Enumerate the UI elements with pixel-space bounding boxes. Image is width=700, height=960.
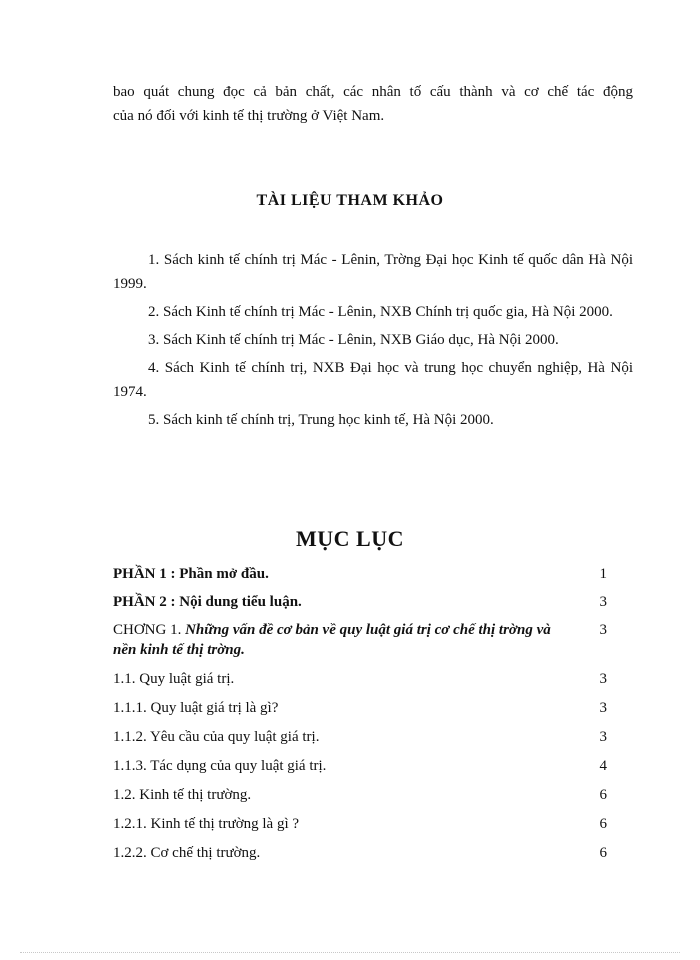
- page-bottom-rule: [20, 952, 680, 953]
- toc-entry-label: 1.1.3. Tác dụng của quy luật giá trị.: [113, 758, 327, 774]
- toc-entry-label: 1.1.1. Quy luật giá trị là gì?: [113, 700, 279, 716]
- table-of-contents: [113, 562, 607, 861]
- toc-row: [113, 814, 607, 834]
- references-list: [113, 248, 633, 436]
- toc-row: [113, 698, 607, 718]
- toc-page-number: 6: [599, 787, 607, 803]
- toc-row: [113, 669, 607, 689]
- intro-line-1: bao quát chung đọc cả bản chất, các nhân tố cấu thành và cơ chế tác động: [113, 84, 633, 100]
- toc-entry-label: 1.1.2. Yêu cầu của quy luật giá trị.: [113, 729, 320, 745]
- intro-paragraph: [113, 80, 633, 128]
- reference-item: 1. Sách kinh tế chính trị Mác - Lênin, Trờng Đại học Kinh tế quốc dân Hà Nội 1999.: [113, 252, 633, 292]
- toc-part-title: : Nội dung tiểu luận.: [166, 594, 302, 610]
- reference-item: 2. Sách Kinh tế chính trị Mác - Lênin, NXB Chính trị quốc gia, Hà Nội 2000.: [148, 304, 613, 320]
- toc-row: [113, 756, 607, 776]
- toc-row: [113, 785, 607, 805]
- references-heading: TÀI LIỆU THAM KHẢO: [256, 192, 444, 209]
- toc-part-label: PHẦN 2: [113, 594, 167, 610]
- toc-entry-label: 1.2.2. Cơ chế thị trường.: [113, 845, 261, 861]
- reference-item: 4. Sách Kinh tế chính trị, NXB Đại học và trung học chuyển nghiệp, Hà Nội 1974.: [113, 360, 633, 400]
- toc-part-title: : Phần mở đầu.: [166, 566, 269, 582]
- toc-entry-label: 1.2.1. Kinh tế thị trường là gì ?: [113, 816, 300, 832]
- toc-page-number: 1: [599, 566, 607, 582]
- toc-page-number: 4: [599, 758, 607, 774]
- toc-page-number: 6: [599, 845, 607, 861]
- toc-page-number: 3: [599, 700, 607, 716]
- toc-row: [113, 727, 607, 747]
- reference-item: 5. Sách kinh tế chính trị, Trung học kinh tế, Hà Nội 2000.: [148, 412, 494, 428]
- toc-page-number: 6: [599, 816, 607, 832]
- intro-line-2: của nó đối với kinh tế thị trường ở Việt Nam.: [113, 108, 385, 124]
- toc-page-number: 3: [599, 729, 607, 745]
- toc-part-label: PHẦN 1: [113, 566, 167, 582]
- toc-row-phan-1: [113, 564, 607, 584]
- toc-row: [113, 843, 607, 863]
- toc-entry-label: 1.1. Quy luật giá trị.: [113, 671, 235, 687]
- toc-chapter-label: CHƠNG 1.: [113, 622, 186, 638]
- toc-chapter-title: Những vấn đề cơ bản về quy luật giá trị cơ chế thị trờng và nền kinh tế thị trờng.: [113, 622, 551, 658]
- reference-item: 3. Sách Kinh tế chính trị Mác - Lênin, NXB Giáo dục, Hà Nội 2000.: [148, 332, 559, 348]
- toc-row-phan-2: [113, 592, 607, 612]
- toc-entry-label: 1.2. Kinh tế thị trường.: [113, 787, 252, 803]
- toc-row-chuong-1: [113, 620, 607, 660]
- toc-page-number: 3: [599, 594, 607, 610]
- toc-page-number: 3: [599, 671, 607, 687]
- toc-page-number: 3: [599, 622, 607, 638]
- toc-heading: MỤC LỤC: [296, 526, 404, 551]
